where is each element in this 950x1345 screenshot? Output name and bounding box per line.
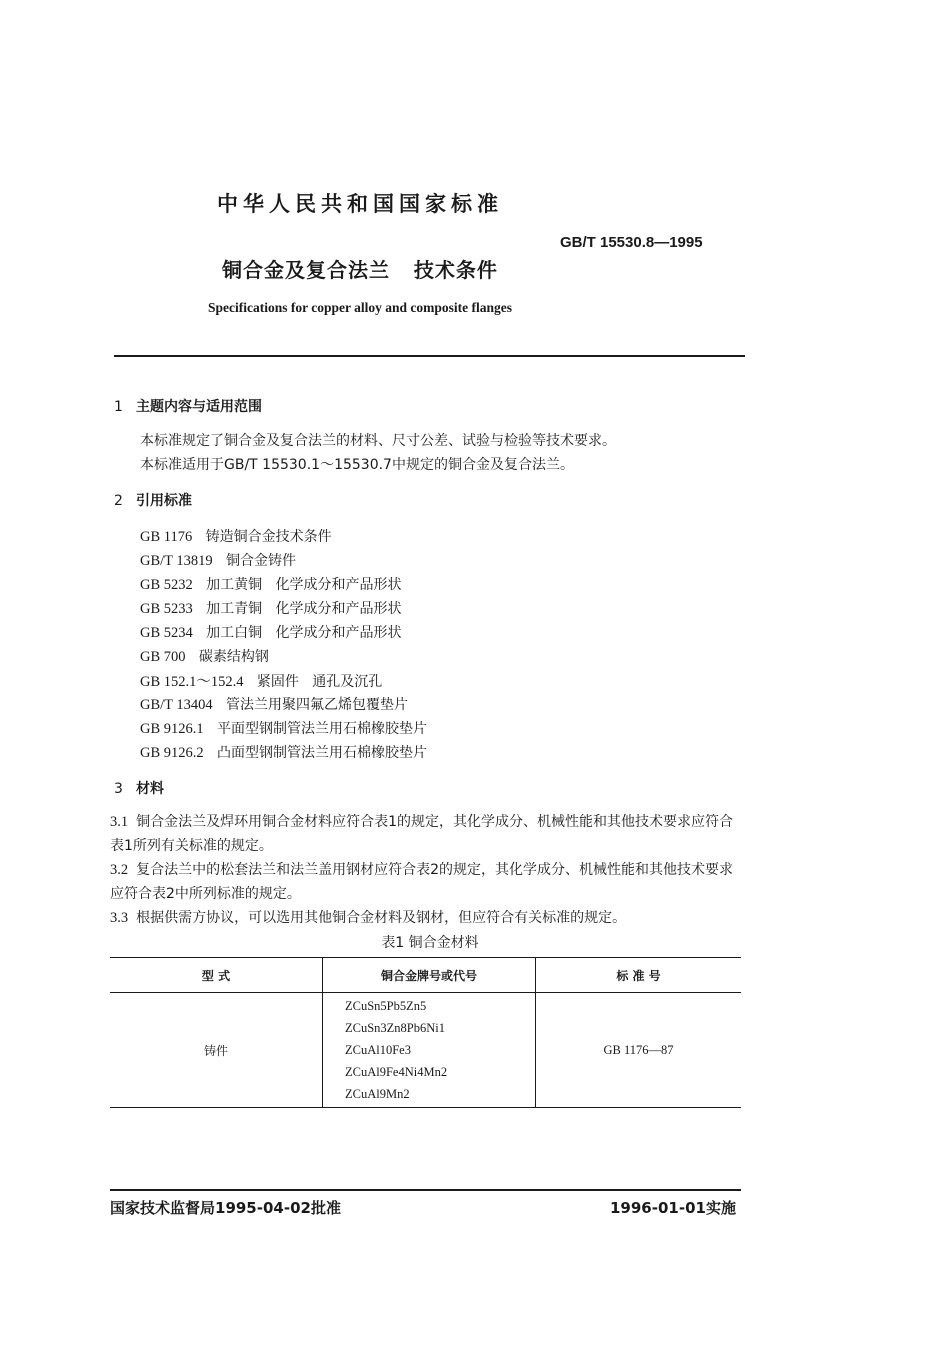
reference-item: GB 700 碳素结构钢 xyxy=(140,649,269,665)
country-standard-heading: 中华人民共和国国家标准 xyxy=(217,192,503,216)
table-1-caption: 表1 铜合金材料 xyxy=(381,935,479,951)
clause-3-3: 3.3 根据供需方协议，可以选用其他铜合金材料及钢材，但应符合有关标准的规定。 xyxy=(110,910,627,926)
grade-item: ZCuSn3Zn8Pb6Ni1 xyxy=(345,1021,446,1035)
grade-item: ZCuSn5Pb5Zn5 xyxy=(345,999,427,1013)
table-1-copper-alloy-materials xyxy=(110,957,741,1108)
table-row xyxy=(110,993,741,1108)
col-header-standard: 标 准 号 xyxy=(536,958,742,993)
section-1-heading: 1 主题内容与适用范围 xyxy=(114,399,262,415)
document-title: 铜合金及复合法兰 技术条件 xyxy=(222,258,498,282)
reference-item: GB 152.1～152.4 紧固件 通孔及沉孔 xyxy=(140,674,383,690)
grade-item: ZCuAl9Fe4Ni4Mn2 xyxy=(345,1065,448,1079)
reference-item: GB 5232 加工黄铜 化学成分和产品形状 xyxy=(140,577,402,593)
english-title: Specifications for copper alloy and composite flanges xyxy=(208,300,512,315)
effective-date: 1996-01-01实施 xyxy=(610,1199,736,1217)
footer-rule xyxy=(110,1189,741,1191)
reference-item: GB 5234 加工白铜 化学成分和产品形状 xyxy=(140,625,402,641)
clause-3-1: 3.1 铜合金法兰及焊环用铜合金材料应符合表1的规定，其化学成分、机械性能和其他技术要求应符合表1所列有关标准的规定。 xyxy=(110,814,734,854)
reference-item: GB 9126.2 凸面型钢制管法兰用石棉橡胶垫片 xyxy=(140,745,428,761)
clause-3-2: 3.2 复合法兰中的松套法兰和法兰盖用钢材应符合表2的规定，其化学成分、机械性能和其他技术要求应符合表2中所列标准的规定。 xyxy=(110,862,734,902)
section-2-heading: 2 引用标准 xyxy=(114,493,192,509)
approval-note: 国家技术监督局1995-04-02批准 xyxy=(110,1199,341,1217)
col-header-grade: 铜合金牌号或代号 xyxy=(323,958,536,993)
reference-item: GB/T 13404 管法兰用聚四氟乙烯包覆垫片 xyxy=(140,697,409,713)
reference-item: GB 9126.1 平面型钢制管法兰用石棉橡胶垫片 xyxy=(140,721,428,737)
reference-item: GB 5233 加工青铜 化学成分和产品形状 xyxy=(140,601,402,617)
col-header-type: 型 式 xyxy=(110,958,323,993)
reference-item: GB 1176 铸造铜合金技术条件 xyxy=(140,529,332,545)
section-1-paragraph: 本标准规定了铜合金及复合法兰的材料、尺寸公差、试验与检验等技术要求。 xyxy=(140,433,616,449)
section-1-paragraph: 本标准适用于GB/T 15530.1～15530.7中规定的铜合金及复合法兰。 xyxy=(140,457,574,473)
cell-standard: GB 1176—87 xyxy=(536,993,742,1108)
grade-item: ZCuAl9Mn2 xyxy=(345,1087,410,1101)
section-3-heading: 3 材料 xyxy=(114,781,164,797)
cell-type: 铸件 xyxy=(110,993,323,1108)
grade-item: ZCuAl10Fe3 xyxy=(345,1043,411,1057)
cell-grades xyxy=(323,993,536,1108)
table-header-row xyxy=(110,958,741,993)
reference-item: GB/T 13819 铜合金铸件 xyxy=(140,553,297,569)
standard-number: GB/T 15530.8—1995 xyxy=(560,234,703,251)
header-rule xyxy=(114,355,745,357)
